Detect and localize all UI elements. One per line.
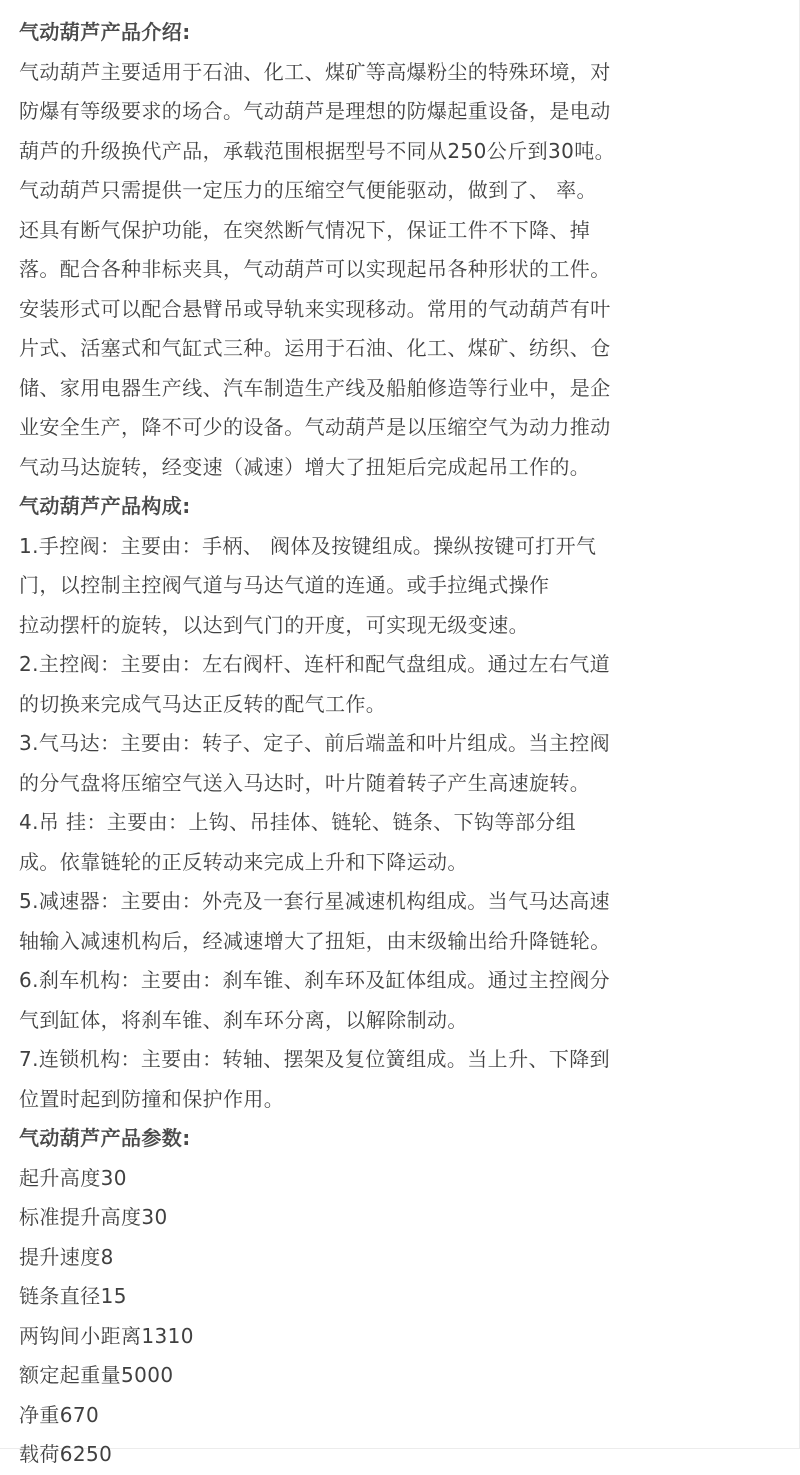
text-line: 气动葫芦主要适用于石油、化工、煤矿等高爆粉尘的特殊环境，对 (19, 59, 611, 84)
list-item-line: 1.手控阀：主要由：手柄、 阀体及按键组成。操纵按键可打开气 (19, 533, 597, 558)
text-line: 落。配合各种非标夹具，气动葫芦可以实现起吊各种形状的工件。 (19, 257, 611, 281)
section-heading-components: 气动葫芦产品构成: (19, 494, 191, 518)
list-item-line: 的切换来完成气马达正反转的配气工作。 (19, 691, 387, 716)
param-item: 起升高度30 (19, 1165, 127, 1190)
text-line: 安装形式可以配合悬臂吊或导轨来实现移动。常用的气动葫芦有叶 (19, 296, 611, 321)
text-line: 气动马达旋转，经变速（减速）增大了扭矩后完成起吊工作的。 (19, 454, 591, 479)
list-item-line: 的分气盘将压缩空气送入马达时，叶片随着转子产生高速旋转。 (19, 770, 591, 795)
list-item-line: 拉动摆杆的旋转，以达到气门的开度，可实现无级变速。 (19, 612, 529, 637)
param-item: 提升速度8 (19, 1244, 114, 1269)
section-heading-intro: 气动葫芦产品介绍: (19, 20, 191, 44)
list-item-line: 5.减速器：主要由：外壳及一套行星减速机构组成。当气马达高速 (19, 889, 611, 913)
list-item-line: 2.主控阀：主要由：左右阀杆、连杆和配气盘组成。通过左右气道 (19, 652, 611, 676)
text-line: 片式、活塞式和气缸式三种。运用于石油、化工、煤矿、纺织、仓 (19, 336, 611, 360)
section-heading-params: 气动葫芦产品参数: (19, 1126, 191, 1150)
text-line: 业安全生产，降不可少的设备。气动葫芦是以压缩空气为动力推动 (19, 415, 611, 439)
list-item-line: 6.刹车机构：主要由：刹车锥、刹车环及缸体组成。通过主控阀分 (19, 968, 611, 992)
param-item: 两钩间小距离1310 (19, 1323, 194, 1348)
list-item-line: 气到缸体，将刹车锥、刹车环分离，以解除制动。 (19, 1007, 468, 1032)
list-item-line: 轴输入减速机构后，经减速增大了扭矩，由末级输出给升降链轮。 (19, 928, 611, 953)
list-item-line: 4.吊 挂：主要由：上钩、吊挂体、链轮、链条、下钩等部分组 (19, 810, 577, 834)
text-line: 气动葫芦只需提供一定压力的压缩空气便能驱动，做到了、 率。 (19, 178, 597, 202)
list-item-line: 成。依靠链轮的正反转动来完成上升和下降运动。 (19, 849, 468, 874)
list-item-line: 位置时起到防撞和保护作用。 (19, 1086, 285, 1111)
components-list (19, 527, 791, 1120)
text-line: 储、家用电器生产线、汽车制造生产线及船舶修造等行业中，是企 (19, 375, 611, 400)
param-item: 链条直径15 (19, 1284, 127, 1308)
param-item: 载荷6250 (19, 1442, 113, 1466)
param-item: 净重670 (19, 1402, 100, 1427)
params-list (19, 1159, 791, 1475)
intro-paragraph (19, 53, 791, 488)
param-item: 额定起重量5000 (19, 1363, 174, 1387)
param-item: 标准提升高度30 (19, 1205, 168, 1229)
text-line: 还具有断气保护功能，在突然断气情况下，保证工件不下降、掉 (19, 217, 591, 242)
text-line: 葫芦的升级换代产品，承载范围根据型号不同从250公斤到30吨。 (19, 138, 616, 163)
list-item-line: 3.气马达：主要由：转子、定子、前后端盖和叶片组成。当主控阀 (19, 731, 611, 755)
text-line: 防爆有等级要求的场合。气动葫芦是理想的防爆起重设备，是电动 (19, 99, 611, 123)
list-item-line: 7.连锁机构：主要由：转轴、摆架及复位簧组成。当上升、下降到 (19, 1047, 611, 1071)
list-item-line: 门，以控制主控阀气道与马达气道的连通。或手拉绳式操作 (19, 573, 550, 597)
